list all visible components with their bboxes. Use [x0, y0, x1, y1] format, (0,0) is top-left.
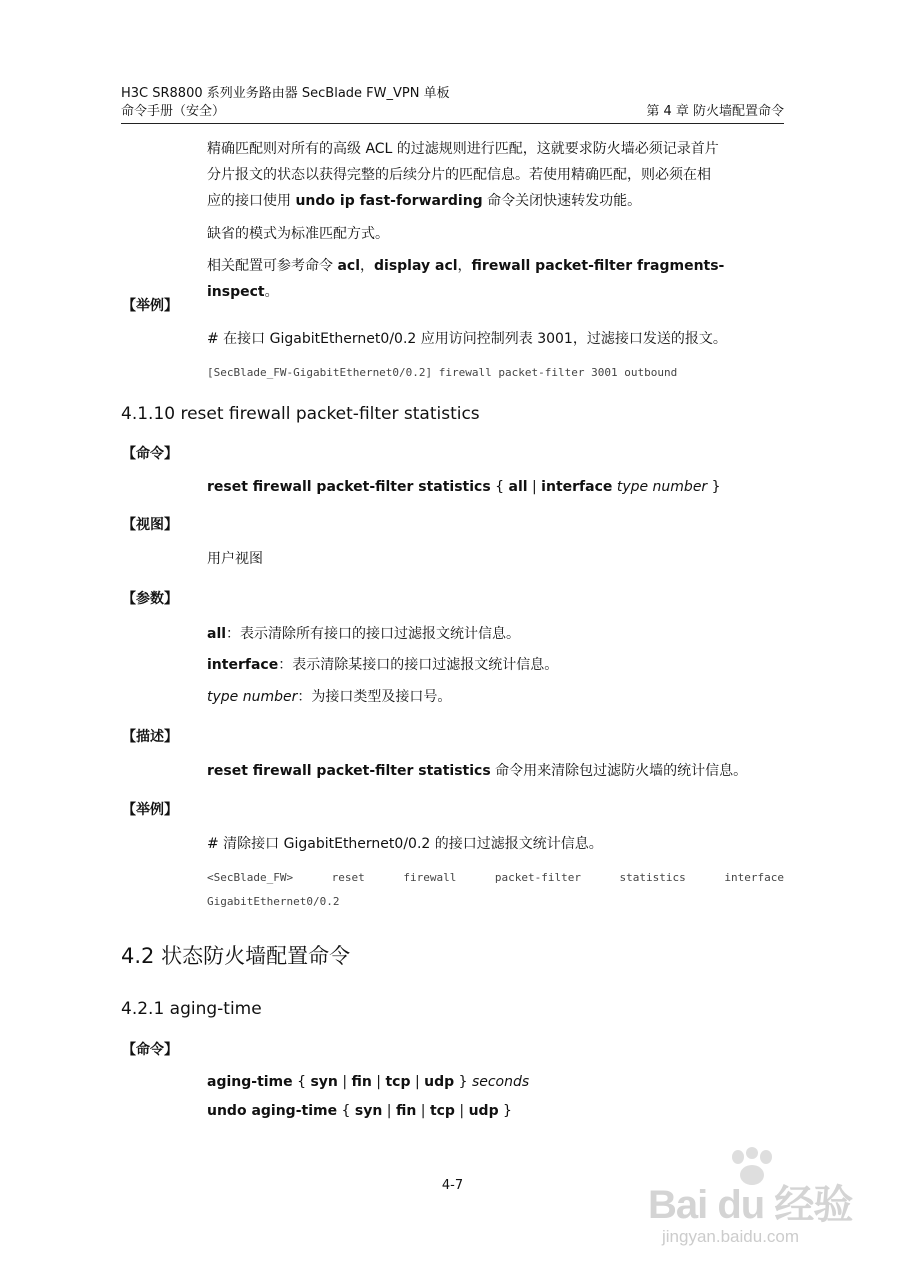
sec4110-view-tag: 【视图】 [122, 517, 178, 533]
sec4110-example-code-line2: GigabitEthernet0/0.2 [207, 895, 340, 908]
sec4110-param-interface [207, 652, 784, 678]
sec4110-param-all [207, 621, 784, 647]
sec4110-cmd-name: reset firewall packet-filter statistics [207, 479, 491, 495]
sec4110-param-tn-key: type number [207, 689, 298, 705]
sec421-cmd1-open: { [292, 1074, 311, 1090]
sec4110-example-tag: 【举例】 [122, 802, 178, 818]
sec421-cmd1-udp: udp [424, 1074, 455, 1090]
sec421-cmd2-name: undo aging-time [207, 1103, 338, 1119]
sec4110-desc-tag: 【描述】 [122, 729, 178, 745]
intro-p3-sep1: ， [360, 258, 374, 274]
sec421-cmd2-p2: | [416, 1103, 430, 1119]
code-word-packet-filter: packet-filter [494, 871, 581, 884]
section-4-2-1-title: 4.2.1 aging-time [121, 999, 262, 1019]
code-word-prompt: <SecBlade_FW> [207, 871, 294, 884]
sec4110-desc-cmd: reset firewall packet-filter statistics [207, 763, 491, 779]
sec421-cmd1-name: aging-time [207, 1074, 293, 1090]
intro-p3-cmd-fragments: firewall packet-filter fragments-inspect [207, 258, 725, 300]
sec421-cmd2-udp: udp [468, 1103, 499, 1119]
sec4110-example-desc: # 清除接口 GigabitEthernet0/0.2 的接口过滤报文统计信息。 [207, 836, 603, 852]
sec421-cmd2-p3: | [454, 1103, 469, 1119]
intro-p1-line3-text: 应的接口使用 [207, 193, 296, 209]
sec4110-param-tn-desc: ：为接口类型及接口号。 [297, 689, 452, 705]
intro-p3-cmd-acl: acl [337, 258, 360, 274]
intro-p1-tail: 命令关闭快速转发功能。 [482, 193, 642, 209]
sec4110-param-all-key: all [207, 626, 227, 642]
sec4110-command-syntax [207, 474, 784, 500]
sec4110-param-all-desc: ：表示清除所有接口的接口过滤报文统计信息。 [226, 626, 521, 642]
sec421-cmd2-p1: | [382, 1103, 396, 1119]
intro-example-code: [SecBlade_FW-GigabitEthernet0/0.2] firewall packet-filter 3001 outbound [207, 366, 678, 379]
code-word-firewall: firewall [403, 871, 457, 884]
sec421-cmd2-fin: fin [395, 1103, 417, 1119]
sec4110-cmd-pipe: | [527, 479, 542, 495]
intro-paragraph-2: 缺省的模式为标准匹配方式。 [207, 226, 389, 242]
intro-paragraph-1 [207, 136, 784, 214]
header-divider [121, 123, 784, 124]
sec421-cmd1-p3: | [410, 1074, 425, 1090]
header-manual-name: 命令手册（安全） [121, 104, 226, 119]
sec421-command-line2 [207, 1098, 784, 1124]
sec4110-cmd-brace-close: } [707, 479, 721, 495]
sec4110-desc-body: 命令用来清除包过滤防火墙的统计信息。 [490, 763, 748, 779]
watermark-url: jingyan.baidu.com [662, 1227, 800, 1246]
intro-p1-command: undo ip fast-forwarding [295, 193, 483, 209]
sec4110-param-type-number [207, 684, 784, 710]
sec421-cmd1-fin: fin [351, 1074, 372, 1090]
intro-p1-line3 [207, 188, 784, 214]
sec4110-command-tag: 【命令】 [122, 446, 178, 462]
intro-p3-end: 。 [264, 284, 279, 300]
sec421-cmd2-close: } [498, 1103, 512, 1119]
intro-paragraph-3 [207, 253, 784, 305]
intro-p3-prefix: 相关配置可参考命令 [207, 258, 338, 274]
sec421-cmd1-p2: | [371, 1074, 386, 1090]
code-word-reset: reset [331, 871, 365, 884]
sec421-cmd1-syn: syn [310, 1074, 338, 1090]
sec4110-desc-text [207, 758, 784, 784]
code-word-statistics: statistics [619, 871, 686, 884]
sec4110-cmd-all: all [508, 479, 528, 495]
intro-p3-cmd-display-acl: display acl [374, 258, 458, 274]
intro-p1-line2: 分片报文的状态以获得完整的后续分片的匹配信息。若使用精确匹配，则必须在相 [207, 167, 711, 183]
header-chapter: 第 4 章 防火墙配置命令 [646, 104, 784, 119]
sec4110-cmd-interface: interface [541, 479, 613, 495]
watermark-brand: Bai du 经验 [648, 1183, 853, 1227]
sec421-cmd1-close: } [454, 1074, 472, 1090]
page-number: 4-7 [441, 1178, 464, 1193]
section-4-1-10-title: 4.1.10 reset firewall packet-filter statistics [121, 404, 480, 424]
sec4110-param-if-desc: ：表示清除某接口的接口过滤报文统计信息。 [278, 657, 559, 673]
sec4110-param-if-key: interface [207, 657, 279, 673]
sec4110-example-code-line1 [207, 870, 784, 886]
sec4110-cmd-brace-open: { [490, 479, 509, 495]
sec421-cmd2-syn: syn [354, 1103, 383, 1119]
sec421-cmd2-open: { [337, 1103, 355, 1119]
sec421-cmd2-tcp: tcp [429, 1103, 455, 1119]
header-product-title: H3C SR8800 系列业务路由器 SecBlade FW_VPN 单板 [121, 86, 450, 101]
intro-example-tag: 【举例】 [122, 298, 178, 314]
sec421-cmd1-tcp: tcp [385, 1074, 411, 1090]
code-word-interface: interface [724, 871, 784, 884]
sec421-command-tag: 【命令】 [122, 1042, 178, 1058]
sec421-cmd1-seconds: seconds [471, 1074, 530, 1090]
section-4-2-title: 4.2 状态防火墙配置命令 [121, 944, 351, 968]
intro-p1-line1: 精确匹配则对所有的高级 ACL 的过滤规则进行匹配，这就要求防火墙必须记录首片 [207, 141, 719, 157]
sec421-cmd1-p1: | [337, 1074, 352, 1090]
sec421-command-line1 [207, 1069, 784, 1095]
intro-example-desc: # 在接口 GigabitEthernet0/0.2 应用访问控制列表 3001，过滤接口发送的报文。 [207, 331, 727, 347]
sec4110-cmd-type-number: type number [616, 479, 708, 495]
sec4110-param-tag: 【参数】 [122, 591, 178, 607]
intro-p3-sep2: ， [457, 258, 472, 274]
baidu-jingyan-watermark [640, 1143, 855, 1258]
sec4110-view-text: 用户视图 [207, 551, 263, 567]
